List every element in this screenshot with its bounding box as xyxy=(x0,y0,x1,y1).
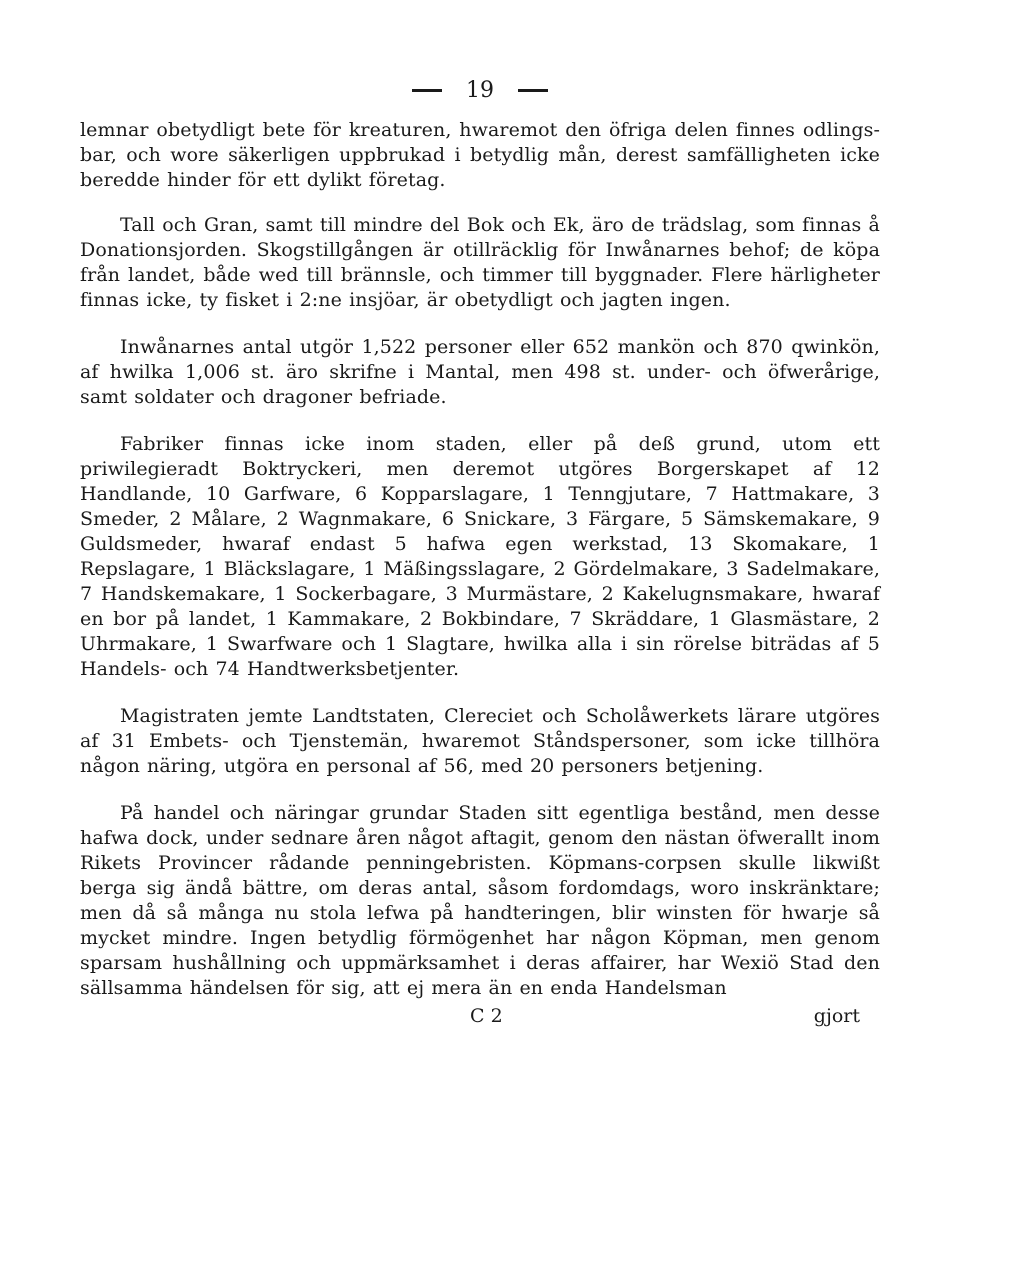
header-dash-right xyxy=(518,89,548,92)
page-header xyxy=(80,70,880,110)
paragraph-population: Inwånarnes antal utgör 1,522 personer eller 652 mankön och 870 qwinkön, af hwilka 1,006 st. äro skrifne i Mantal, men 498 st. under- och öfwerårige, samt soldater och dragoner befriade. xyxy=(80,336,880,408)
signature-mark: C 2 xyxy=(470,1005,503,1027)
header-dash-left xyxy=(412,89,442,92)
page-footer xyxy=(80,1005,880,1033)
catchword: gjort xyxy=(813,1005,860,1027)
paragraph-magistrate: Magistraten jemte Landtstaten, Clereciet och Scholåwerkets lärare utgöres af 31 Embets- och Tjenstemän, hwaremot Ståndspersoner, som icke tillhöra någon näring, utgöra en personal af 56, med 20 personers betjening. xyxy=(80,705,880,777)
paragraph-commerce: På handel och näringar grundar Staden sitt egentliga bestånd, men desse hafwa dock, under sednare åren något aftagit, genom den nästan öfwerallt inom Rikets Provincer rådande penningebristen. Köpmans-corpsen skulle likwißt berga sig ändå bättre, om deras antal, såsom fordomdags, woro inskränktare; men då så många nu stola lefwa på handteringen, blir winsten för hwarje så mycket mindre. Ingen betydlig förmögenhet har någon Köpman, men genom sparsam hushållning och uppmärksamhet i deras affairer, har Wexiö Stad den sällsamma händelsen för sig, att ej mera än en enda Handelsman xyxy=(80,802,880,999)
book-page xyxy=(80,70,880,1033)
paragraph-trades: Fabriker finnas icke inom staden, eller på deß grund, utom ett priwilegieradt Boktryckeri, men deremot utgöres Borgerskapet af 12 Handlande, 10 Garfware, 6 Kopparslagare, 1 Tenngjutare, 7 Hattmakare, 3 Smeder, 2 Målare, 2 Wagnmakare, 6 Snickare, 3 Färgare, 5 Sämskemakare, 9 Guldsmeder, hwaraf endast 5 hafwa egen werkstad, 13 Skomakare, 1 Repslagare, 1 Bläckslagare, 1 Mäßingsslagare, 2 Gördelmakare, 3 Sadelmakare, 7 Handskemakare, 1 Sockerbagare, 3 Murmästare, 2 Kakelugnsmakare, hwaraf en bor på landet, 1 Kammakare, 2 Bokbindare, 7 Skräddare, 1 Glasmästare, 2 Uhrmakare, 1 Swarfware och 1 Slagtare, hwilka alla i sin rörelse biträdas af 5 Handels- och 74 Handtwerksbetjenter. xyxy=(80,433,880,680)
page-number: 19 xyxy=(466,77,494,103)
paragraph-grazing-land: lemnar obetydligt bete för kreaturen, hwaremot den öfriga delen finnes odlings-bar, och wore säkerligen uppbrukad i betydlig mån, derest samfälligheten icke beredde hinder för ett dylikt företag. xyxy=(80,119,880,191)
paragraph-forest: Tall och Gran, samt till mindre del Bok och Ek, äro de trädslag, som finnas å Donationsjorden. Skogstillgången är otillräcklig för Inwånarnes behof; de köpa från landet, både wed till brännsle, och timmer till byggnader. Flere härligheter finnas icke, ty fisket i 2:ne insjöar, är obetydligt och jagten ingen. xyxy=(80,214,880,311)
